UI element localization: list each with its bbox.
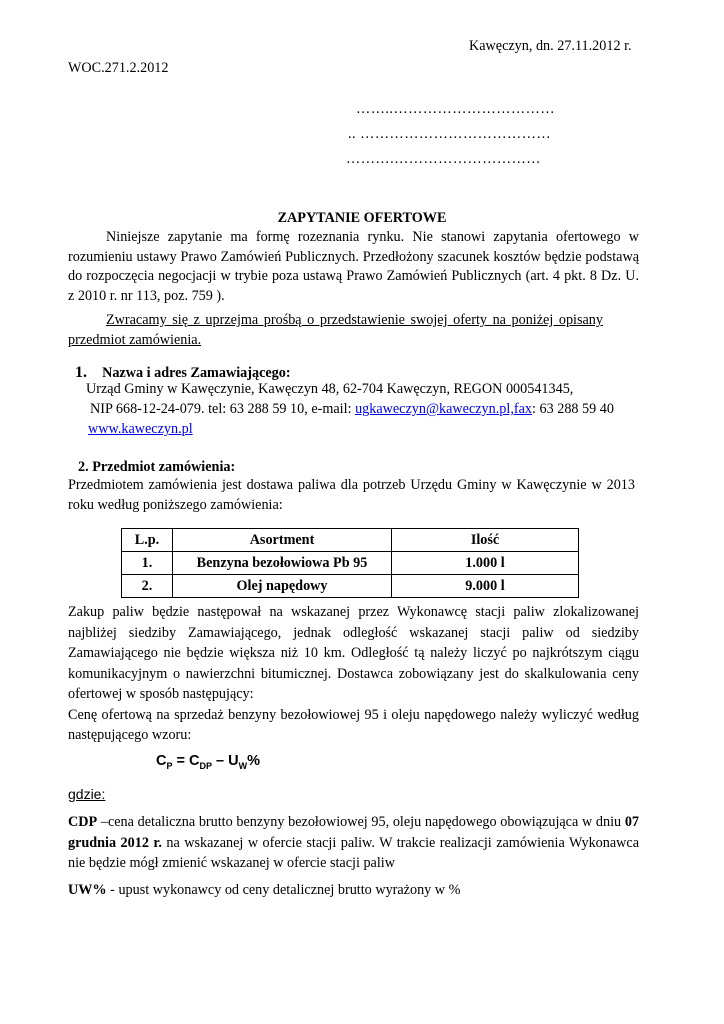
address-line-3: ……….………………………… — [346, 151, 541, 167]
address-line-1: ……..…………………………… — [356, 101, 556, 117]
body-paragraph-2: Cenę ofertową na sprzedaż benzyny bezołowiowej 95 i oleju napędowego należy wyliczyć według następującego wzoru: — [68, 707, 639, 743]
where-label: gdzie: — [68, 786, 106, 802]
contracting-authority-address: Urząd Gminy w Kawęczynie, Kawęczyn 48, 62-704 Kawęczyn, REGON 000541345, — [86, 381, 574, 397]
order-table — [121, 528, 579, 598]
place-date: Kawęczyn, dn. 27.11.2012 r. — [469, 38, 632, 54]
table-row — [122, 575, 579, 598]
formula-cdp: = C — [172, 753, 200, 769]
section-1-number: 1. — [75, 364, 87, 381]
section-2-title: Przedmiot zamówienia: — [92, 459, 236, 475]
price-formula — [156, 753, 260, 771]
section-1-title: Nazwa i adres Zamawiającego: — [102, 365, 291, 381]
section-2-description: Przedmiotem zamówienia jest dostawa paliwa dla potrzeb Urzędu Gminy w Kawęczynie w 2013 roku według poniższego zamówienia: — [68, 477, 635, 513]
website-link[interactable]: www.kaweczyn.pl — [88, 421, 193, 437]
email-link[interactable]: ugkaweczyn@kaweczyn.pl,fax — [355, 401, 532, 417]
formula-cdp-sub: DP — [199, 760, 213, 771]
address-line-2: .. ………………………………… — [348, 126, 552, 142]
section-1-heading — [75, 364, 291, 382]
request-paragraph: Zwracamy się z uprzejma prośbą o przedstawienie swojej oferty na poniżej opisany przedmiot zamówienia. — [68, 312, 603, 348]
intro-paragraph: Niniejsze zapytanie ma formę rozeznania rynku. Nie stanowi zapytania ofertowego w rozumieniu ustawy Prawo Zamówień Publicznych. Przedłożony szacunek kosztów będzie podstawą do rozpoczęcia negocjacji w trybie poza ustawą Prawo Zamówień Publicznych (art. 4 pkt. 8 Dz. U. z 2010 r. nr 113, poz. 759 ). — [68, 229, 639, 304]
formula-cp-sub: P — [166, 760, 173, 771]
body-paragraph-1: Zakup paliw będzie następował na wskazanej przez Wykonawcę stacji paliw zlokalizowanej najbliżej siedziby Zamawiającego, jednak odległość wskazanej stacji paliw od siedziby Zamawiającego nie będzie większa niż 10 km. Odległość tą należy liczyć po najkrótszym ciągu komunikacyjnym o nawierzchni bitumicznej. Dostawca zobowiązany jest do skalkulowania ceny ofertowej w sposób następujący: — [68, 604, 639, 702]
formula-percent: % — [247, 753, 261, 769]
column-header-quantity: Ilość — [392, 529, 579, 552]
formula-uw-sub: W — [238, 760, 248, 771]
formula-cp: C — [156, 753, 167, 769]
contracting-authority-contact — [90, 401, 614, 418]
cdp-text-a: –cena detaliczna brutto benzyny bezołowiowej 95, oleju napędowego obowiązująca w dniu — [97, 814, 625, 830]
cell-quantity: 9.000 l — [392, 575, 579, 598]
uw-definition — [68, 882, 460, 899]
cell-assortment: Olej napędowy — [173, 575, 392, 598]
section-2-number: 2. — [78, 459, 89, 475]
column-header-lp: L.p. — [122, 529, 173, 552]
document-title: ZAPYTANIE OFERTOWE — [277, 210, 447, 226]
cdp-text-b: na wskazanej w ofercie stacji paliw. W trakcie realizacji zamówienia Wykonawca nie będzie mógł zmienić wskazanej w ofercie stacji paliw — [68, 834, 640, 871]
cdp-term: CDP — [68, 814, 98, 830]
contact-suffix: : 63 288 59 40 — [532, 401, 614, 417]
column-header-assortment: Asortment — [173, 529, 392, 552]
cdp-definition — [68, 812, 639, 874]
uw-text: - upust wykonawcy od ceny detalicznej brutto wyrażony w % — [106, 882, 461, 898]
uw-term: UW% — [68, 882, 107, 898]
cell-assortment: Benzyna bezołowiowa Pb 95 — [173, 552, 392, 575]
cell-quantity: 1.000 l — [392, 552, 579, 575]
cell-lp: 2. — [122, 575, 173, 598]
table-header-row — [122, 529, 579, 552]
formula-uw: – U — [212, 753, 239, 769]
section-2-heading — [78, 459, 235, 476]
table-row — [122, 552, 579, 575]
contact-prefix: NIP 668-12-24-079. tel: 63 288 59 10, e-mail: — [90, 401, 356, 417]
reference-number: WOC.271.2.2012 — [68, 60, 169, 76]
cdp-date: 07 grudnia 2012 r. — [68, 814, 639, 851]
cell-lp: 1. — [122, 552, 173, 575]
